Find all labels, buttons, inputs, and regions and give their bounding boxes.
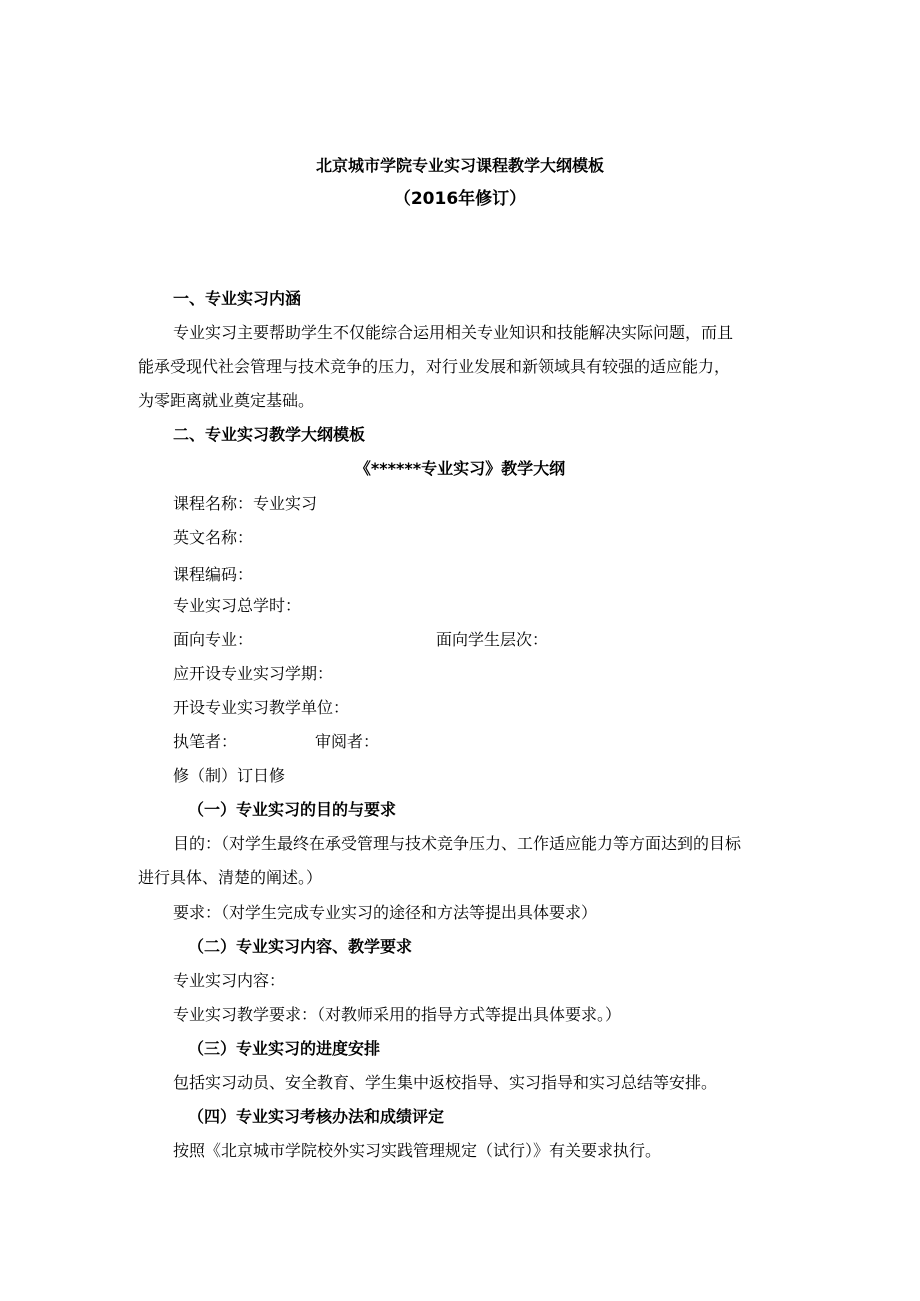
teaching-requirement-line: 专业实习教学要求：（对教师采用的指导方式等提出具体要求。） <box>173 1005 622 1024</box>
reviewer-field: 审阅者： <box>315 732 380 751</box>
english-name-field: 英文名称： <box>173 528 254 547</box>
author-field: 执笔者： <box>173 732 238 751</box>
requirement-line: 要求：（对学生完成专业实习的途径和方法等提出具体要求） <box>173 903 598 922</box>
subsection-2-heading: （二）专业实习内容、教学要求 <box>188 937 413 956</box>
syllabus-title: 《******专业实习》教学大纲 <box>354 459 566 478</box>
document-subtitle: （2016年修订） <box>393 189 527 209</box>
revision-date-field: 修（制）订日修 <box>173 766 286 785</box>
subsection-4-heading: （四）专业实习考核办法和成绩评定 <box>188 1107 445 1126</box>
document-title: 北京城市学院专业实习课程教学大纲模板 <box>315 156 604 175</box>
section-1-paragraph-line: 能承受现代社会管理与技术竞争的压力，对行业发展和新领域具有较强的适应能力， <box>138 357 731 376</box>
subsection-1-heading: （一）专业实习的目的与要求 <box>188 800 397 819</box>
section-1-paragraph-line: 专业实习主要帮助学生不仅能综合运用相关专业知识和技能解决实际问题，而且 <box>173 323 734 342</box>
section-1-paragraph-line: 为零距离就业奠定基础。 <box>138 391 315 410</box>
teaching-unit-field: 开设专业实习教学单位： <box>173 698 350 717</box>
assessment-line: 按照《北京城市学院校外实习实践管理规定（试行）》有关要求执行。 <box>173 1141 662 1160</box>
section-1-heading: 一、专业实习内涵 <box>173 289 302 308</box>
course-name-field: 课程名称：专业实习 <box>173 494 318 513</box>
semester-field: 应开设专业实习学期： <box>173 664 334 683</box>
total-hours-field: 专业实习总学时： <box>173 596 302 615</box>
schedule-line: 包括实习动员、安全教育、学生集中返校指导、实习指导和实习总结等安排。 <box>173 1073 718 1092</box>
purpose-line: 进行具体、清楚的阐述。） <box>138 868 323 887</box>
section-2-heading: 二、专业实习教学大纲模板 <box>173 425 366 444</box>
practice-content-line: 专业实习内容： <box>173 971 286 990</box>
purpose-line: 目的：（对学生最终在承受管理与技术竞争压力、工作适应能力等方面达到的目标 <box>173 834 742 853</box>
course-code-field: 课程编码： <box>173 565 254 584</box>
target-major-field: 面向专业： <box>173 630 254 649</box>
subsection-3-heading: （三）专业实习的进度安排 <box>188 1039 381 1058</box>
student-level-field: 面向学生层次： <box>436 630 549 649</box>
